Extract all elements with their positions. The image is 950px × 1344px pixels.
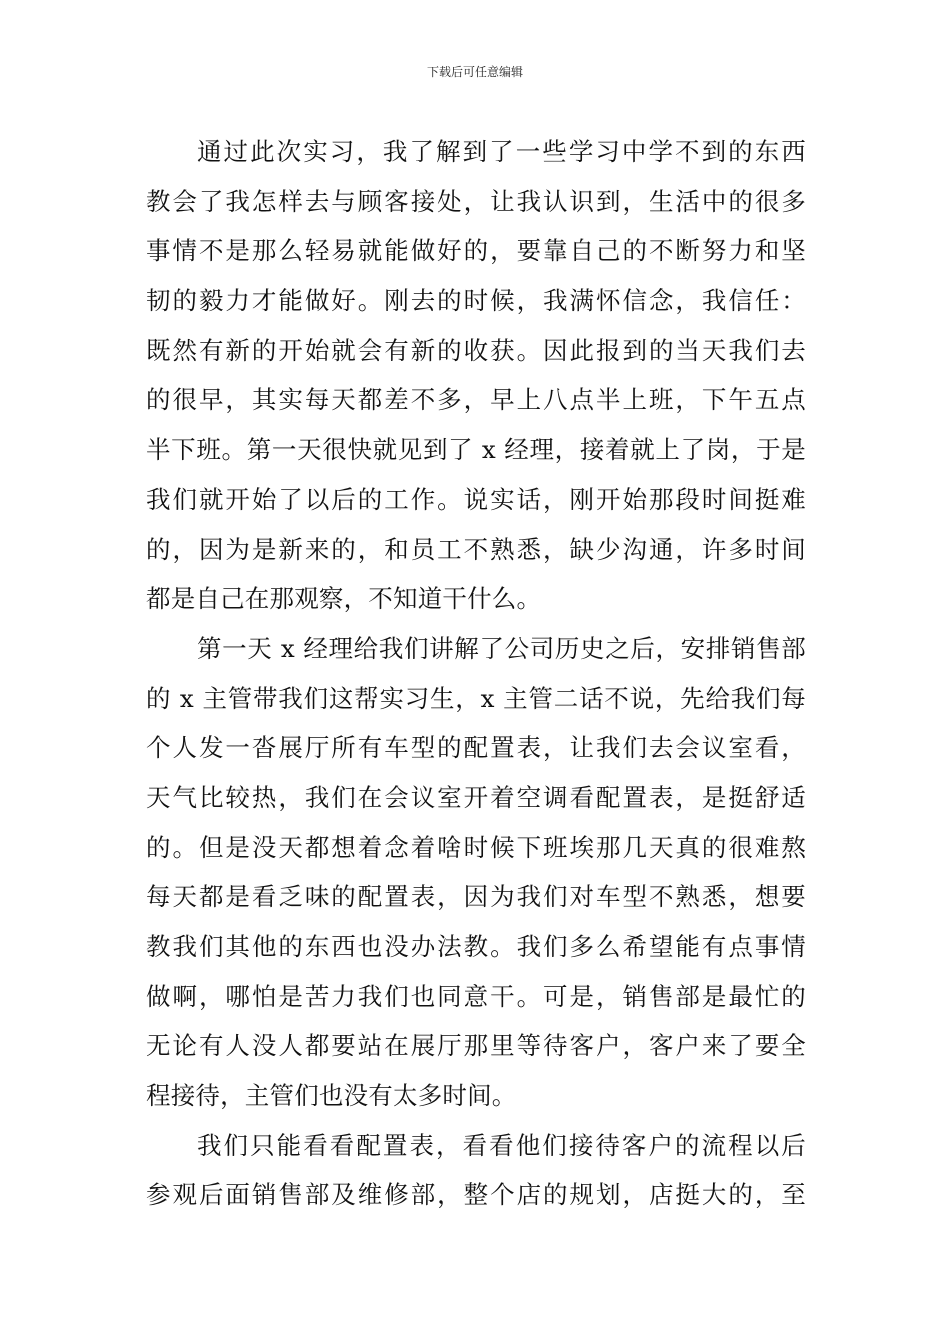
text-line: 事情不是那么轻易就能做好的，要靠自己的不断努力和坚 (146, 236, 806, 266)
text-line: 的，因为是新来的，和员工不熟悉，缺少沟通，许多时间 (146, 534, 806, 564)
text-line: 我们就开始了以后的工作。说实话，刚开始那段时间挺难 (146, 484, 806, 514)
text-line: 程接待，主管们也没有太多时间。 (146, 1081, 517, 1111)
page-header: 下载后可任意编辑 (426, 65, 523, 79)
text-line: 个人发一沓展厅所有车型的配置表，让我们去会议室看， (146, 733, 806, 763)
text-line: 的。但是没天都想着念着啥时候下班埃那几天真的很难熬 (146, 832, 806, 862)
text-line: 的很早，其实每天都差不多，早上八点半上班，下午五点 (146, 385, 806, 415)
text-line: 第一天 x 经理给我们讲解了公司历史之后，安排销售部 (197, 633, 806, 663)
text-line: 都是自己在那观察，不知道干什么。 (146, 584, 542, 614)
text-line: 每天都是看乏味的配置表，因为我们对车型不熟悉，想要 (146, 882, 806, 912)
text-line: 既然有新的开始就会有新的收获。因此报到的当天我们去 (146, 335, 806, 365)
text-line: 天气比较热，我们在会议室开着空调看配置表，是挺舒适 (146, 782, 806, 812)
paragraph-3 (146, 1121, 806, 1220)
document-body (146, 127, 806, 1220)
text-line: 教我们其他的东西也没办法教。我们多么希望能有点事情 (146, 932, 806, 961)
text-line: 我们只能看看配置表，看看他们接待客户的流程以后 (197, 1130, 806, 1160)
text-line: 韧的毅力才能做好。刚去的时候，我满怀信念，我信任： (146, 286, 806, 316)
paragraph-2 (146, 624, 806, 1121)
text-line: 的 x 主管带我们这帮实习生，x 主管二话不说，先给我们每 (146, 683, 806, 713)
text-line: 半下班。第一天很快就见到了 x 经理，接着就上了岗，于是 (146, 435, 806, 465)
text-line: 教会了我怎样去与顾客接处，让我认识到，生活中的很多 (146, 186, 806, 216)
paragraph-1 (146, 127, 806, 624)
text-line: 参观后面销售部及维修部，整个店的规划，店挺大的，至 (146, 1180, 806, 1210)
text-line: 无论有人没人都要站在展厅那里等待客户，客户来了要全 (146, 1031, 806, 1061)
text-line: 通过此次实习，我了解到了一些学习中学不到的东西 (197, 137, 806, 166)
text-line: 做啊，哪怕是苦力我们也同意干。可是，销售部是最忙的 (146, 981, 806, 1011)
